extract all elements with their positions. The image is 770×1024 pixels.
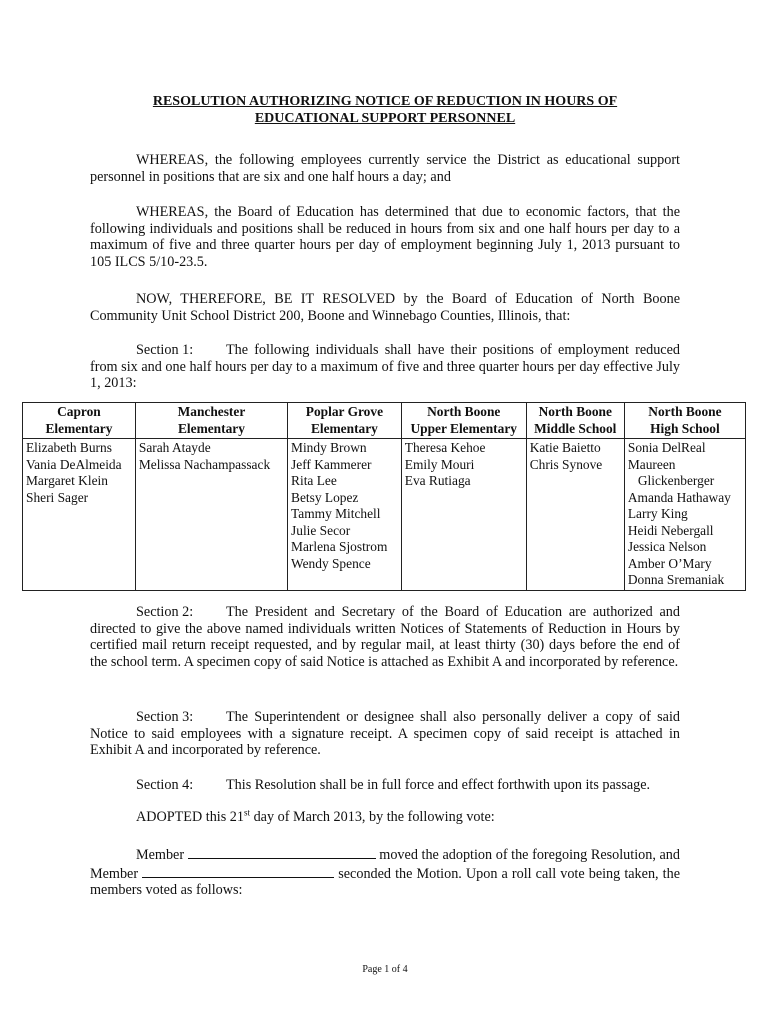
header-line: Elementary [177,420,245,436]
section-1-label: Section 1: [136,342,194,358]
employee-name: Maureen [627,456,676,472]
employee-name: Sarah Atayde [138,440,211,455]
employee-name: Sonia DelReal [627,440,706,455]
employee-name: Wendy Spence [291,555,371,571]
employee-name: Jessica Nelson [627,539,707,554]
middle-school-names-cell [526,439,624,591]
resolution-title [90,93,680,127]
section-4-text: This Resolution shall be in full force and effect forthwith upon its passage. [226,777,651,793]
whereas-paragraph-1: WHEREAS, the following employees currently service the District as educational support personnel in positions that are six and one half hours a day; and [90,152,680,185]
section-3-text: The Superintendent or designee shall also personally deliver a copy of said Notice to said employees with a signature receipt. A specimen copy of said receipt is attached in Exhibit A and incorporated by reference. [90,709,680,759]
employee-name: Betsy Lopez [291,489,359,505]
column-header-poplar-grove [288,403,402,439]
employee-name: Elizabeth Burns [26,440,112,455]
employee-name: Julie Secor [291,522,351,538]
column-header-upper-elementary [401,403,526,439]
column-header-middle-school [526,403,624,439]
header-line: Middle School [534,420,617,436]
header-line: North Boone [538,404,612,419]
section-1-text: The following individuals shall have their positions of employment reduced from six and one half hours per day to a maximum of five and three quarter hours per day effective July 1, 2013: [90,342,680,392]
employee-name: Margaret Klein [26,473,108,488]
employee-name: Heidi Nebergall [627,522,714,538]
section-1-paragraph [90,342,680,392]
employee-name: Theresa Kehoe [404,440,486,455]
header-line: North Boone [427,404,501,419]
header-line: Elementary [45,420,113,436]
employee-name: Jeff Kammerer [291,456,372,472]
employee-name: Eva Rutiaga [404,473,471,488]
section-2-label: Section 2: [136,604,194,620]
page-number: Page 1 of 4 [362,964,408,975]
table-row [23,439,746,591]
resolved-paragraph: NOW, THEREFORE, BE IT RESOLVED by the Board of Education of North Boone Community Unit School District 200, Boone and Winnebago Counties, Illinois, that: [90,291,680,324]
column-header-capron [23,403,136,439]
column-header-high-school [624,403,745,439]
employee-name: Amber O’Mary [627,555,712,571]
header-line: Manchester [177,404,246,419]
capron-names-cell [23,439,136,591]
section-4-paragraph [90,777,680,794]
upper-elementary-names-cell [401,439,526,591]
section-4-label: Section 4: [136,777,194,793]
employee-name: Tammy Mitchell [291,506,381,521]
and-member-label: and Member [90,847,680,882]
poplar-grove-names-cell [288,439,402,591]
header-line: Poplar Grove [305,404,384,419]
manchester-names-cell [135,439,287,591]
section-2-text: The President and Secretary of the Board of Education are authorized and directed to give the above named individuals written Notices of Statements of Reduction in Hours by certified mail return receipt requested, and by regular mail, at least thirty (30) days before the end of the school term. A specimen copy of said Notice is attached as Exhibit A and incorporated by reference. [90,604,680,670]
employee-reduction-table [22,402,746,591]
employee-name: Marlena Sjostrom [291,539,388,554]
employee-name: Emily Mouri [404,456,475,472]
employee-name: Mindy Brown [291,440,367,455]
adopted-text-before: ADOPTED this 21 [136,809,244,825]
vote-paragraph [90,845,680,899]
section-2-paragraph [90,604,680,670]
moved-text: moved the adoption of the foregoing Resolution, [379,847,656,863]
title-line-2: EDUCATIONAL SUPPORT PERSONNEL [254,111,516,126]
header-line: High School [650,420,720,436]
table-header-row [23,403,746,439]
high-school-names-cell [624,439,745,591]
employee-name: Sheri Sager [26,489,89,505]
adopted-line [136,809,495,826]
seconded-text: seconded the Motion. Upon a roll call vote being taken, the members voted as follows: [90,865,681,899]
employee-name: Larry King [627,506,688,521]
header-line: Upper Elementary [410,420,517,436]
member-label: Member [136,847,185,863]
adopted-superscript: st [244,807,251,818]
header-line: Elementary [310,420,378,436]
section-3-label: Section 3: [136,709,194,725]
seconding-member-blank [142,864,334,878]
employee-name: Katie Baietto [529,440,601,455]
employee-name: Donna Sremaniak [627,572,725,587]
employee-name: Melissa Nachampassack [138,456,271,472]
employee-name: Rita Lee [291,473,337,488]
adopted-text-after: day of March 2013, by the following vote: [250,809,495,825]
section-3-paragraph [90,709,680,759]
employee-name: Glickenberger [637,473,715,488]
employee-name: Vania DeAlmeida [26,456,122,472]
moving-member-blank [188,845,376,859]
employee-name: Amanda Hathaway [627,489,731,505]
header-line: North Boone [648,404,722,419]
header-line: Capron [57,404,101,419]
column-header-manchester [135,403,287,439]
title-line-1: RESOLUTION AUTHORIZING NOTICE OF REDUCTION IN HOURS OF [152,94,618,109]
employee-name: Chris Synove [529,456,603,472]
whereas-paragraph-2: WHEREAS, the Board of Education has determined that due to economic factors, that the following individuals and positions shall be reduced in hours from six and one half hours per day to a maximum of five and three quarter hours per day of employment beginning July 1, 2013 pursuant to 105 ILCS 5/10-23.5. [90,204,680,270]
